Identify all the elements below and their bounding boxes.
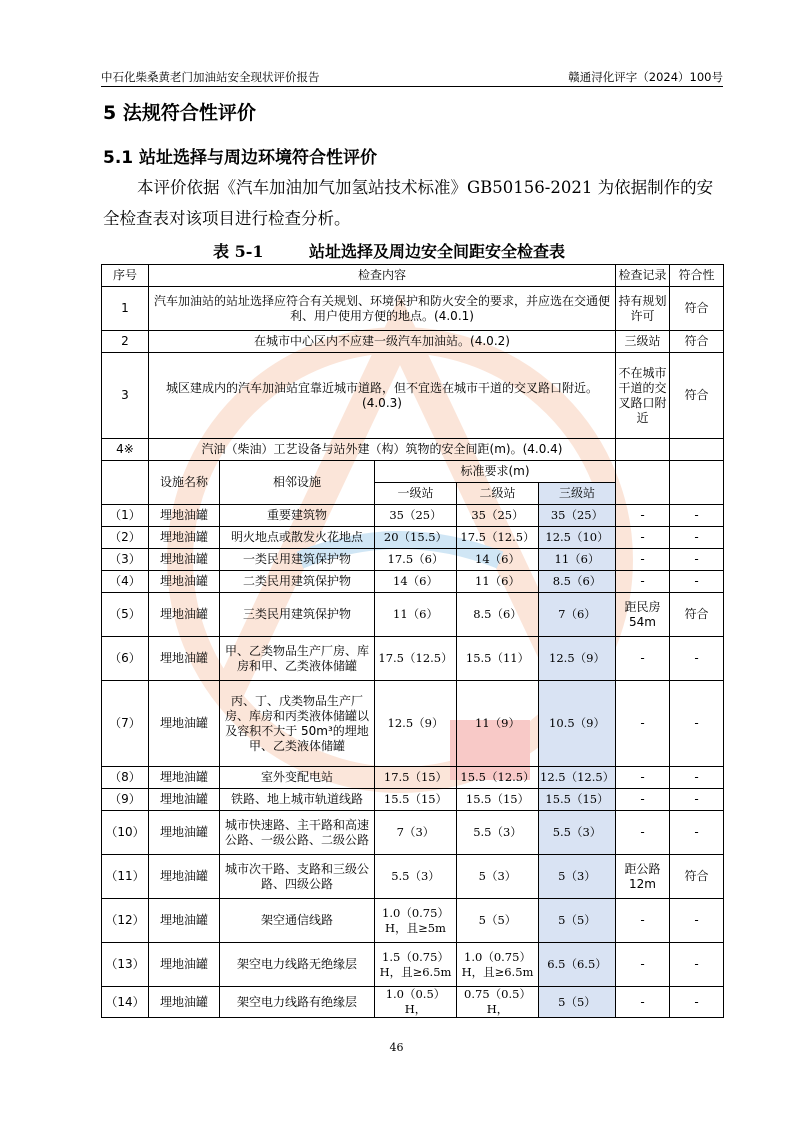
- col-header-grade1: 一级站: [375, 483, 457, 505]
- row-grade1-requirement: 5.5（3）: [375, 855, 457, 899]
- row-result: -: [670, 943, 724, 987]
- row-grade2-requirement: 17.5（12.5）: [457, 527, 539, 549]
- header-report-title: 中石化柴桑黄老门加油站安全现状评价报告: [101, 70, 320, 84]
- row-neighbor: 城市次干路、支路和三级公路、四级公路: [220, 855, 375, 899]
- item-record: 不在城市干道的交叉路口附近: [616, 353, 670, 439]
- row-grade1-requirement: 11（6）: [375, 593, 457, 637]
- table-row: [102, 571, 724, 593]
- row-facility: 埋地油罐: [149, 987, 220, 1018]
- table-row: [102, 287, 724, 331]
- row-record: -: [616, 681, 670, 767]
- row-no: （10）: [102, 811, 149, 855]
- item-content: 汽油（柴油）工艺设备与站外建（构）筑物的安全间距(m)。(4.0.4): [149, 439, 616, 461]
- row-record: -: [616, 811, 670, 855]
- table-row: [102, 439, 724, 461]
- row-result: -: [670, 571, 724, 593]
- row-grade1-requirement: 17.5（15）: [375, 767, 457, 789]
- row-grade3-requirement: 5（5）: [539, 987, 616, 1018]
- row-grade2-requirement: 11（9）: [457, 681, 539, 767]
- row-record: 距民房54m: [616, 593, 670, 637]
- row-neighbor: 丙、丁、戊类物品生产厂房、库房和丙类液体储罐以及容积不大于 50m³的埋地甲、乙类液体储罐: [220, 681, 375, 767]
- table-row: [102, 789, 724, 811]
- table-row: [102, 527, 724, 549]
- subsection-title: 5.1 站址选择与周边环境符合性评价: [103, 148, 378, 168]
- row-grade1-requirement: 1.0（0.5）H，: [375, 987, 457, 1018]
- row-record: -: [616, 987, 670, 1018]
- row-grade2-requirement: 5（3）: [457, 855, 539, 899]
- row-grade3-requirement: 35（25）: [539, 505, 616, 527]
- row-no: （8）: [102, 767, 149, 789]
- row-no: （11）: [102, 855, 149, 899]
- row-facility: 埋地油罐: [149, 549, 220, 571]
- table-row: [102, 331, 724, 353]
- row-neighbor: 架空电力线路有绝缘层: [220, 987, 375, 1018]
- row-grade2-requirement: 35（25）: [457, 505, 539, 527]
- row-no: （3）: [102, 549, 149, 571]
- row-record: -: [616, 943, 670, 987]
- row-grade1-requirement: 12.5（9）: [375, 681, 457, 767]
- table-caption: [213, 239, 565, 262]
- row-grade3-requirement: 8.5（6）: [539, 571, 616, 593]
- table-header-row: [102, 265, 724, 287]
- col-header-neighbor: 相邻设施: [220, 461, 375, 505]
- row-result: -: [670, 637, 724, 681]
- table-row: [102, 899, 724, 943]
- row-grade2-requirement: 14（6）: [457, 549, 539, 571]
- row-grade3-requirement: 7（6）: [539, 593, 616, 637]
- table-row: [102, 811, 724, 855]
- table-row: [102, 855, 724, 899]
- row-grade1-requirement: 1.0（0.75）H，且≥5m: [375, 899, 457, 943]
- item-result: 符合: [670, 331, 724, 353]
- row-result: 符合: [670, 593, 724, 637]
- row-record: -: [616, 505, 670, 527]
- table-caption-number: 表 5-1: [213, 242, 264, 261]
- table-row: [102, 637, 724, 681]
- row-result: -: [670, 789, 724, 811]
- item-record: 持有规划许可: [616, 287, 670, 331]
- row-grade1-requirement: 20（15.5）: [375, 527, 457, 549]
- row-grade2-requirement: 11（6）: [457, 571, 539, 593]
- item-no: 4※: [102, 439, 149, 461]
- row-grade3-requirement: 5（5）: [539, 899, 616, 943]
- row-record: -: [616, 637, 670, 681]
- row-grade2-requirement: 15.5（12.5）: [457, 767, 539, 789]
- table-row: [102, 549, 724, 571]
- page-header: [101, 66, 723, 87]
- row-grade2-requirement: 15.5（15）: [457, 789, 539, 811]
- row-result: -: [670, 811, 724, 855]
- row-neighbor: 架空电力线路无绝缘层: [220, 943, 375, 987]
- row-record: -: [616, 571, 670, 593]
- table-row: [102, 593, 724, 637]
- row-neighbor: 架空通信线路: [220, 899, 375, 943]
- row-neighbor: 重要建筑物: [220, 505, 375, 527]
- row-grade3-requirement: 12.5（12.5）: [539, 767, 616, 789]
- row-grade2-requirement: 5.5（3）: [457, 811, 539, 855]
- row-result: -: [670, 527, 724, 549]
- section-title: 5 法规符合性评价: [103, 102, 256, 124]
- col-header-no: 序号: [102, 265, 149, 287]
- row-neighbor: 甲、乙类物品生产厂房、库房和甲、乙类液体储罐: [220, 637, 375, 681]
- row-facility: 埋地油罐: [149, 527, 220, 549]
- row-grade1-requirement: 35（25）: [375, 505, 457, 527]
- item-no: 3: [102, 353, 149, 439]
- table-caption-title: 站址选择及周边安全间距安全检查表: [309, 242, 566, 261]
- row-grade1-requirement: 14（6）: [375, 571, 457, 593]
- row-result: -: [670, 767, 724, 789]
- row-result: 符合: [670, 855, 724, 899]
- row-neighbor: 室外变配电站: [220, 767, 375, 789]
- row-grade2-requirement: 5（5）: [457, 899, 539, 943]
- row-result: -: [670, 549, 724, 571]
- row-record: -: [616, 527, 670, 549]
- col-header-content: 检查内容: [149, 265, 616, 287]
- row-neighbor: 铁路、地上城市轨道线路: [220, 789, 375, 811]
- col-header-grade3: 三级站: [539, 483, 616, 505]
- col-header-record: 检查记录: [616, 265, 670, 287]
- row-record: -: [616, 899, 670, 943]
- row-record: -: [616, 789, 670, 811]
- row-facility: 埋地油罐: [149, 637, 220, 681]
- col-header-result: 符合性: [670, 265, 724, 287]
- item-no: 2: [102, 331, 149, 353]
- row-neighbor: 二类民用建筑保护物: [220, 571, 375, 593]
- row-facility: 埋地油罐: [149, 789, 220, 811]
- row-neighbor: 城市快速路、主干路和高速公路、一级公路、二级公路: [220, 811, 375, 855]
- row-no: （13）: [102, 943, 149, 987]
- row-no: （14）: [102, 987, 149, 1018]
- row-no: （7）: [102, 681, 149, 767]
- row-result: -: [670, 899, 724, 943]
- row-facility: 埋地油罐: [149, 681, 220, 767]
- row-grade3-requirement: 12.5（10）: [539, 527, 616, 549]
- col-header-grade2: 二级站: [457, 483, 539, 505]
- row-result: -: [670, 505, 724, 527]
- row-record: -: [616, 767, 670, 789]
- row-grade2-requirement: 0.75（0.5）H，: [457, 987, 539, 1018]
- row-grade1-requirement: 1.5（0.75）H，且≥6.5m: [375, 943, 457, 987]
- safety-check-table: [101, 264, 724, 1018]
- table-row: [102, 987, 724, 1018]
- item-result: 符合: [670, 353, 724, 439]
- table-row: [102, 943, 724, 987]
- row-no: （12）: [102, 899, 149, 943]
- row-grade3-requirement: 6.5（6.5）: [539, 943, 616, 987]
- item-record: 三级站: [616, 331, 670, 353]
- row-facility: 埋地油罐: [149, 899, 220, 943]
- row-no: （2）: [102, 527, 149, 549]
- row-facility: 埋地油罐: [149, 855, 220, 899]
- row-grade3-requirement: 12.5（9）: [539, 637, 616, 681]
- row-grade1-requirement: 15.5（15）: [375, 789, 457, 811]
- table-row: [102, 353, 724, 439]
- table-row: [102, 681, 724, 767]
- header-report-number: 赣通浔化评字（2024）100号: [568, 70, 723, 84]
- row-neighbor: 一类民用建筑保护物: [220, 549, 375, 571]
- row-grade2-requirement: 15.5（11）: [457, 637, 539, 681]
- row-result: -: [670, 987, 724, 1018]
- row-neighbor: 三类民用建筑保护物: [220, 593, 375, 637]
- row-facility: 埋地油罐: [149, 505, 220, 527]
- row-record: -: [616, 549, 670, 571]
- row-facility: 埋地油罐: [149, 767, 220, 789]
- row-no: （4）: [102, 571, 149, 593]
- row-grade3-requirement: 11（6）: [539, 549, 616, 571]
- item-content: 城区建成内的汽车加油站宜靠近城市道路，但不宜选在城市干道的交叉路口附近。(4.0.3): [149, 353, 616, 439]
- intro-paragraph: 本评价依据《汽车加油加气加氢站技术标准》GB50156-2021 为依据制作的安全检查表对该项目进行检查分析。: [103, 178, 714, 228]
- distance-header-row: [102, 461, 724, 483]
- row-facility: 埋地油罐: [149, 811, 220, 855]
- row-record: 距公路12m: [616, 855, 670, 899]
- row-grade3-requirement: 5（3）: [539, 855, 616, 899]
- row-grade1-requirement: 17.5（6）: [375, 549, 457, 571]
- row-grade2-requirement: 8.5（6）: [457, 593, 539, 637]
- col-header-facility: 设施名称: [149, 461, 220, 505]
- item-content: 汽车加油站的站址选择应符合有关规划、环境保护和防火安全的要求，并应选在交通便利、用户使用方便的地点。(4.0.1): [149, 287, 616, 331]
- col-header-requirement: 标准要求(m): [375, 461, 616, 483]
- item-result: 符合: [670, 287, 724, 331]
- row-grade3-requirement: 15.5（15）: [539, 789, 616, 811]
- row-facility: 埋地油罐: [149, 593, 220, 637]
- item-content: 在城市中心区内不应建一级汽车加油站。(4.0.2): [149, 331, 616, 353]
- row-facility: 埋地油罐: [149, 943, 220, 987]
- row-grade1-requirement: 7（3）: [375, 811, 457, 855]
- row-no: （1）: [102, 505, 149, 527]
- row-grade3-requirement: 5.5（3）: [539, 811, 616, 855]
- table-row: [102, 767, 724, 789]
- page-number: 46: [389, 1041, 404, 1054]
- row-result: -: [670, 681, 724, 767]
- row-neighbor: 明火地点或散发火花地点: [220, 527, 375, 549]
- item-no: 1: [102, 287, 149, 331]
- row-grade1-requirement: 17.5（12.5）: [375, 637, 457, 681]
- row-facility: 埋地油罐: [149, 571, 220, 593]
- row-no: （6）: [102, 637, 149, 681]
- row-grade3-requirement: 10.5（9）: [539, 681, 616, 767]
- row-no: （9）: [102, 789, 149, 811]
- row-no: （5）: [102, 593, 149, 637]
- row-grade2-requirement: 1.0（0.75）H，且≥6.5m: [457, 943, 539, 987]
- table-row: [102, 505, 724, 527]
